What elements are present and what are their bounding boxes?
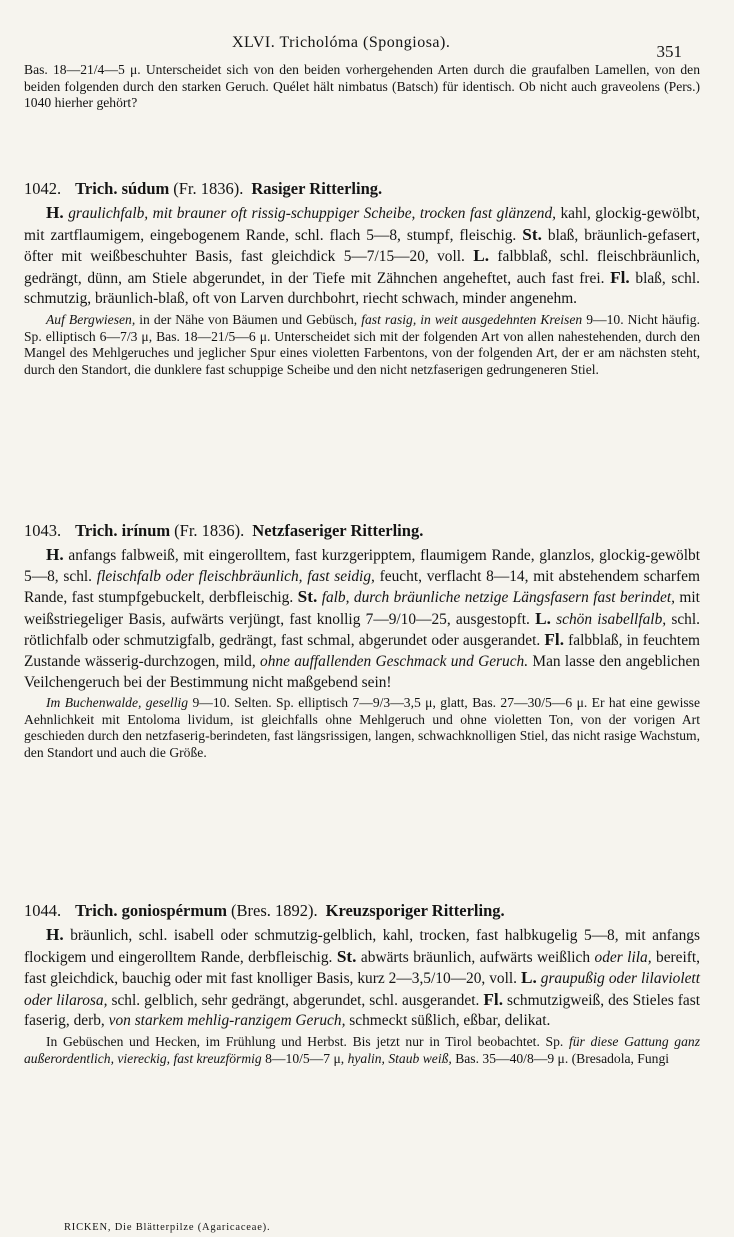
stiel-key: St. xyxy=(522,224,542,244)
lamellen-key: L. xyxy=(473,246,490,266)
entry-number: 1044. xyxy=(24,901,62,920)
latin-name: Trich. goniospérmum xyxy=(75,901,227,920)
entry-heading xyxy=(24,178,700,200)
note-text: 9—10. Selten. Sp. elliptisch 7—9/3—3,5 μ, glatt, Bas. 27—30/5—6 μ. Er hat eine gewisse Aehnlichkeit mit Entoloma lividum, ist gleichfalls ohne Mehlgeruch und ohne violetten Ton, von der vorigen Art geschieden durch den netzfaserig-berindeten, fast längsrissigen, langen, schwachknolligen Stiel, das nicht rasige Wachstum, den Standort und auch die Größe. xyxy=(24,695,700,760)
fleisch-text-italic: ohne auffallenden Geschmack und Geruch. xyxy=(260,652,529,670)
hut-text: feucht, verflacht 8—14, mit abstehendem scharfem Rande, fast stumpfgebuckelt, derbfleischig. xyxy=(24,567,700,607)
fleisch-key: Fl. xyxy=(483,989,503,1009)
note-text: 9—10. Nicht häufig. Sp. elliptisch 6—7/3 μ, Bas. 18—21/5—6 μ. Unterscheidet sich mit der folgenden Art von allen nahestehenden, durch den Mangel des Mehlgeruches und jeglicher Spur eines violetten Farbentons, von der folgenden Art, der er am nächsten steht, durch den Standort, die dunklere fast schuppige Scheibe und den nicht netzfaserigen gedrungeneren Stiel. xyxy=(24,311,700,377)
hut-key: H. xyxy=(46,925,64,944)
lamellen-text-italic: schön isabellfalb, xyxy=(556,610,667,628)
note-text: in der Nähe von Bäumen und Gebüsch, xyxy=(139,311,358,327)
note-italic: Auf Bergwiesen, xyxy=(46,311,136,327)
lamellen-text-italic: grauрußig oder lilaviolett oder lilarosa, xyxy=(24,970,700,1009)
hut-text: kahl, glockig-gewölbt, mit zartflaumigem, eingebogenem Rande, schl. flach 5—8, stumpf, fleischig. xyxy=(24,205,700,244)
lamellen-key: L. xyxy=(520,968,537,988)
fleisch-key: Fl. xyxy=(610,267,630,287)
hut-key: H. xyxy=(46,203,64,222)
note-text: Bas. 35—40/8—9 μ. (Bresadola, Fungi xyxy=(455,1050,670,1066)
continuation-paragraph: Bas. 18—21/4—5 μ. Unterscheidet sich von den beiden vorhergehenden Arten durch die graufalben Lamellen, von den beiden folgenden durch den starken Geruch. Quélet hält nimbatus (Batsch) für identisch. Ob nicht auch graveolens (Pers.) 1040 hierher gehört? xyxy=(24,62,700,111)
lamellen-text: falbblaß, schl. fleischbräunlich, gedrängt, dünn, am Stiele abgerundet, in der Tiefe mit Zähnchen angeheftet, auch fast frei. xyxy=(24,248,700,287)
species-description xyxy=(24,545,700,693)
page-number: 351 xyxy=(656,42,682,61)
entry-heading xyxy=(24,900,700,922)
author-citation: (Fr. 1836). xyxy=(173,179,244,198)
stiel-text: abwärts bräunlich, aufwärts weißlich xyxy=(360,948,591,966)
hut-text-italic: fleischfalb oder fleischbräunlich, fast seidig, xyxy=(96,567,375,585)
stiel-text: blaß, bräunlich-gefasert, öfter mit weißbeschuhter Basis, fast gleichdick 5—7/15—20, voll. xyxy=(24,226,700,266)
lamellen-text: schl. gelblich, sehr gedrängt, abgerundet, schl. ausgerandet. xyxy=(111,991,480,1009)
stiel-key: St. xyxy=(297,587,318,607)
habitat-note xyxy=(24,695,700,761)
note-italic: hyalin, Staub weiß, xyxy=(347,1050,452,1066)
lamellen-text: schl. rötlichfalb oder schmutzigfalb, gedrängt, fast schmal, abgerundet oder ausgerandet. xyxy=(24,610,700,650)
fleisch-text: Man lasse den angeblichen Veilchengeruch bei der Bestimmung nicht maßgebend sein! xyxy=(24,652,701,691)
hut-key: H. xyxy=(46,545,64,564)
species-entry-1044 xyxy=(24,900,700,1067)
stiel-text-italic: oder lila, xyxy=(594,948,652,966)
hut-text: bräunlich, schl. isabell oder schmutzig-gelblich, kahl, trocken, fast halbkugelig 5—8, mit anfangs flockigem und eingerolltem Rande, derbfleischig. xyxy=(24,927,700,966)
stiel-text-italic: falb, durch bräunliche netzige Längsfasern fast berindet, xyxy=(321,589,676,607)
note-text: In Gebüschen und Hecken, im Frühlung und Herbst. Bis jetzt nur in Tirol beobachtet. Sp. xyxy=(46,1033,564,1049)
fleisch-text-italic: von starkem mehlig-ranzigem Geruch, xyxy=(108,1012,346,1030)
entry-number: 1043. xyxy=(24,521,62,540)
latin-name: Trich. irínum xyxy=(75,521,171,540)
note-text: 8—10/5—7 μ, xyxy=(265,1050,345,1066)
page-header xyxy=(0,28,734,61)
page-footer: RICKEN, Die Blätterpilze (Agaricaceae). xyxy=(64,1222,271,1233)
stiel-text: bereift, fast gleichdick, bauchig oder mit fast knolliger Basis, kurz 2—3,5/10—20, voll. xyxy=(24,948,701,988)
lamellen-key: L. xyxy=(535,608,551,628)
species-entry-1043 xyxy=(24,520,700,762)
hut-text: anfangs falbweiß, mit eingerolltem, fast kurzgeripptem, flaumigem Rande, glanzlos, glockig-gewölbt 5—8, schl. xyxy=(24,547,700,585)
author-citation: (Bres. 1892). xyxy=(231,901,318,920)
species-entry-1042 xyxy=(24,178,700,378)
habitat-note xyxy=(24,1034,700,1067)
running-title: XLVI. Tricholóma (Spongiosa). xyxy=(232,34,451,51)
note-italic: für diese Gattung ganz außerordentlich, viereckig, fast kreuzförmig xyxy=(24,1033,700,1066)
note-italic: fast rasig, in weit ausgedehnten Kreisen xyxy=(361,311,583,327)
fleisch-text: falbblaß, in feuchtem Zustande wässerig-durchzogen, mild, xyxy=(24,632,700,670)
species-description xyxy=(24,925,700,1032)
german-name: Rasiger Ritterling. xyxy=(251,179,383,198)
latin-name: Trich. súdum xyxy=(75,179,170,198)
fleisch-key: Fl. xyxy=(544,630,564,650)
habitat-note xyxy=(24,312,700,378)
fleisch-text: schmutzigweiß, des Stieles fast faserig, derb, xyxy=(24,991,700,1030)
stiel-text: mit weißstriegeliger Basis, aufwärts verjüngt, fast knollig 7—9/10—25, ausgestopft. xyxy=(24,589,700,628)
fleisch-text: blaß, schl. schmutzig, bräunlich-blaß, oft von Larven durchbohrt, riecht schwach, minder angenehm. xyxy=(24,269,700,308)
german-name: Kreuzsporiger Ritterling. xyxy=(325,901,505,920)
author-citation: (Fr. 1836). xyxy=(174,521,245,540)
note-italic: Im Buchenwalde, gesellig xyxy=(46,695,189,711)
german-name: Netzfaseriger Ritterling. xyxy=(252,521,424,540)
hut-text-italic: graulichfalb, mit brauner oft rissig-schuppiger Scheibe, trocken fast glänzend, xyxy=(68,205,556,222)
species-description xyxy=(24,203,700,310)
stiel-key: St. xyxy=(336,946,357,966)
entry-heading xyxy=(24,520,700,542)
fleisch-text: schmeckt süßlich, eßbar, delikat. xyxy=(349,1012,551,1030)
entry-number: 1042. xyxy=(24,179,62,198)
